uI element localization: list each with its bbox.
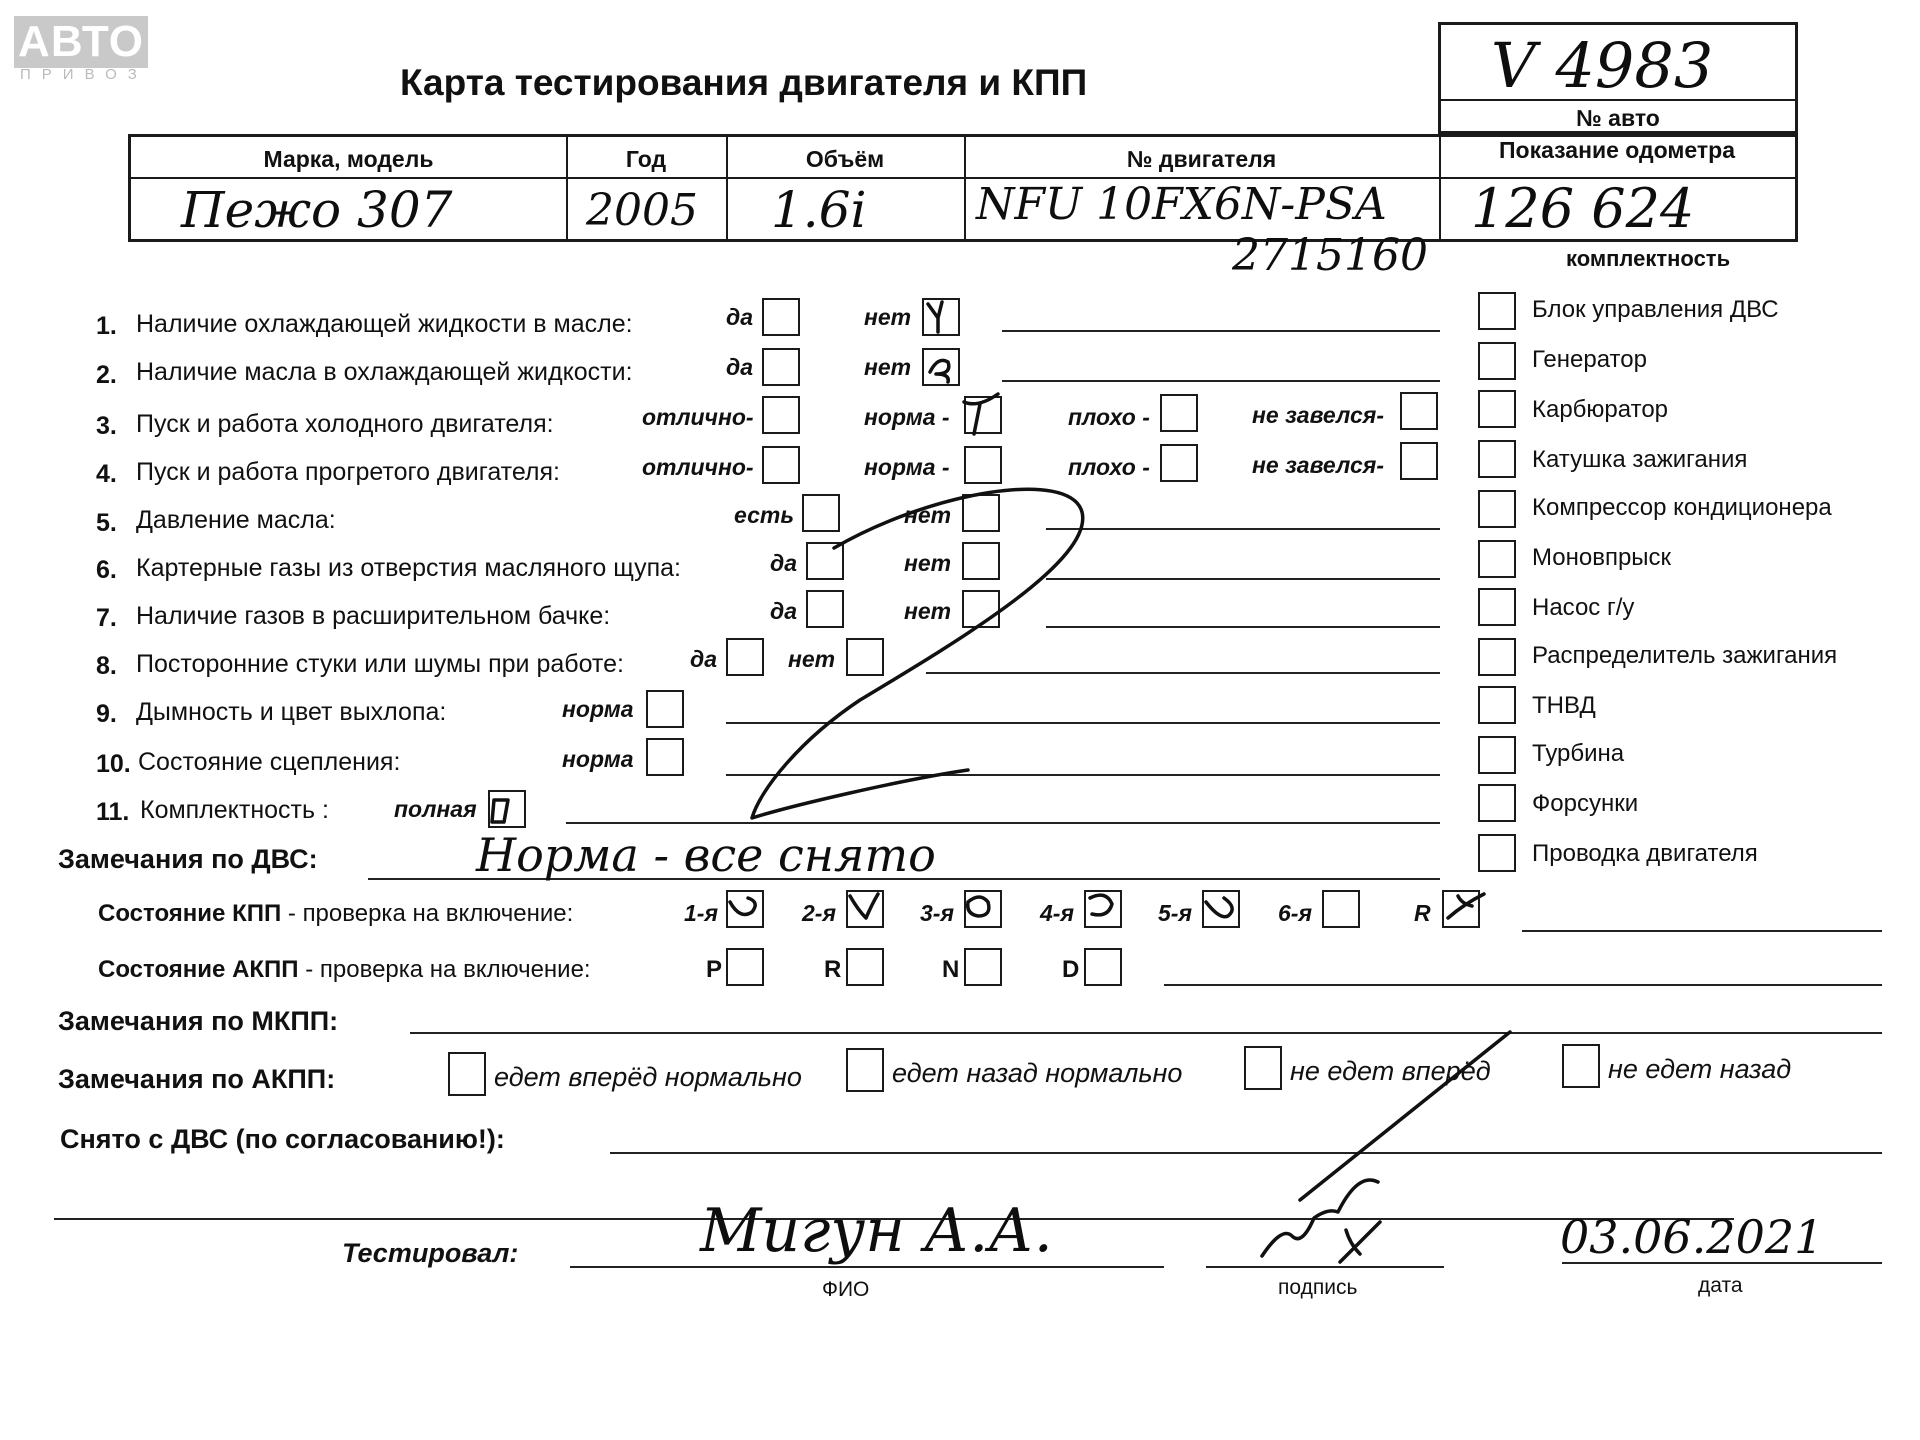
col-header-engine-number: № двигателя xyxy=(1126,146,1277,172)
checkbox-mode-n[interactable] xyxy=(964,948,1002,986)
checkbox-kit-injection-pump[interactable] xyxy=(1478,686,1516,724)
tested-label: Тестировал: xyxy=(342,1238,519,1268)
question-text: Пуск и работа холодного двигателя: xyxy=(136,410,554,438)
checkbox-kit-ac-compressor[interactable] xyxy=(1478,490,1516,528)
value-volume: 1.6i xyxy=(771,181,867,239)
kit-item: Форсунки xyxy=(1532,790,1639,817)
option-label: полная xyxy=(394,796,477,822)
checkbox-mode-p[interactable] xyxy=(726,948,764,986)
gear-label: 5-я xyxy=(1158,900,1192,926)
akpp-option-label: не едет назад xyxy=(1608,1054,1792,1084)
kit-item: Моновпрыск xyxy=(1532,544,1672,571)
question-text: Дымность и цвет выхлопа: xyxy=(136,698,447,726)
option-label: да xyxy=(726,354,754,380)
question-text: Комплектность : xyxy=(140,796,329,824)
gear-label: R xyxy=(1414,900,1431,926)
checkbox-q5-no[interactable] xyxy=(962,494,1000,532)
kit-item: Распределитель зажигания xyxy=(1532,642,1838,669)
checkbox-q8-no[interactable] xyxy=(846,638,884,676)
checkbox-kit-distributor[interactable] xyxy=(1478,638,1516,676)
checkbox-mode-r[interactable] xyxy=(846,948,884,986)
car-number-value: V 4983 xyxy=(1491,29,1714,102)
ice-remarks-label: Замечания по ДВС: xyxy=(58,844,318,874)
kit-item: Блок управления ДВС xyxy=(1532,296,1779,323)
question-number: 4. xyxy=(96,460,117,488)
checkbox-q3-no-start[interactable] xyxy=(1400,392,1438,430)
col-header-year: Год xyxy=(625,146,667,172)
question-text: Наличие газов в расширительном бачке: xyxy=(136,602,611,630)
option-label: не завелся- xyxy=(1252,402,1384,428)
value-year: 2005 xyxy=(586,185,698,236)
question-text: Пуск и работа прогретого двигателя: xyxy=(136,458,560,486)
checkbox-q4-excellent[interactable] xyxy=(762,446,800,484)
option-label: отлично- xyxy=(642,454,754,480)
checkbox-kit-power-steering-pump[interactable] xyxy=(1478,588,1516,626)
checkbox-q10-normal[interactable] xyxy=(646,738,684,776)
checkbox-akpp-no-backward[interactable] xyxy=(1562,1044,1600,1088)
logo: АВТО xyxy=(14,16,148,68)
kit-title: комплектность xyxy=(1566,246,1731,271)
question-text: Наличие масла в охлаждающей жидкости: xyxy=(136,358,633,386)
question-number: 6. xyxy=(96,556,117,584)
option-label: нет xyxy=(788,646,836,672)
checkbox-q6-no[interactable] xyxy=(962,542,1000,580)
value-model: Пежо 307 xyxy=(181,181,453,239)
checkbox-gear-r[interactable] xyxy=(1442,890,1480,928)
checkbox-kit-carburetor[interactable] xyxy=(1478,390,1516,428)
option-label: отлично- xyxy=(642,404,754,430)
question-number: 3. xyxy=(96,412,117,440)
option-label: не завелся- xyxy=(1252,452,1384,478)
kit-item: Насос г/у xyxy=(1532,594,1635,621)
checkbox-q3-normal[interactable] xyxy=(964,396,1002,434)
signature-caption: подпись xyxy=(1278,1276,1358,1299)
checkbox-q1-yes[interactable] xyxy=(762,298,800,336)
question-text: Состояние сцепления: xyxy=(138,748,401,776)
option-label: нет xyxy=(864,304,912,330)
checkbox-kit-injectors[interactable] xyxy=(1478,784,1516,822)
mode-label: P xyxy=(706,956,723,983)
question-number: 11. xyxy=(96,798,130,826)
checkbox-mode-d[interactable] xyxy=(1084,948,1122,986)
checkbox-q4-bad[interactable] xyxy=(1160,444,1198,482)
question-number: 8. xyxy=(96,652,117,680)
option-label: нет xyxy=(904,502,952,528)
checkbox-q7-yes[interactable] xyxy=(806,590,844,628)
checkbox-gear-3[interactable] xyxy=(964,890,1002,928)
name-caption: ФИО xyxy=(822,1278,870,1301)
checkbox-q4-normal[interactable] xyxy=(964,446,1002,484)
checkbox-gear-4[interactable] xyxy=(1084,890,1122,928)
gear-label: 6-я xyxy=(1278,900,1312,926)
option-label: норма xyxy=(562,746,634,772)
mode-label: R xyxy=(824,956,842,983)
removed-label: Снято с ДВС (по согласованию!): xyxy=(60,1124,505,1154)
header-table xyxy=(128,134,1798,242)
checkbox-kit-monoinjection[interactable] xyxy=(1478,540,1516,578)
gear-label: 1-я xyxy=(684,900,718,926)
mkpp-remarks-label: Замечания по МКПП: xyxy=(58,1006,339,1036)
kit-item: Генератор xyxy=(1532,346,1647,373)
ice-remarks-value: Норма - все снято xyxy=(476,828,936,882)
option-label: есть xyxy=(734,502,794,528)
gear-label: 2-я xyxy=(802,900,836,926)
checkbox-akpp-no-forward[interactable] xyxy=(1244,1046,1282,1090)
mode-label: N xyxy=(942,956,960,983)
question-number: 1. xyxy=(96,312,117,340)
tester-name: Мигун А.А. xyxy=(700,1196,1053,1266)
option-label: норма - xyxy=(864,454,950,480)
checkbox-akpp-backward-ok[interactable] xyxy=(846,1048,884,1092)
akpp-option-label: едет назад нормально xyxy=(892,1058,1183,1088)
question-number: 5. xyxy=(96,509,117,537)
checkbox-q9-normal[interactable] xyxy=(646,690,684,728)
mode-label: D xyxy=(1062,956,1080,983)
checkbox-q2-yes[interactable] xyxy=(762,348,800,386)
option-label: да xyxy=(770,550,798,576)
checkbox-q3-bad[interactable] xyxy=(1160,394,1198,432)
question-number: 2. xyxy=(96,361,117,389)
car-number-box xyxy=(1438,22,1798,134)
col-header-volume: Объём xyxy=(805,146,885,172)
kit-item: Карбюратор xyxy=(1532,396,1669,423)
col-header-model: Марка, модель xyxy=(263,146,434,172)
checkbox-q11-full[interactable] xyxy=(488,790,526,828)
akpp-option-label: едет вперёд нормально xyxy=(494,1062,802,1092)
question-number: 9. xyxy=(96,700,117,728)
checkbox-q8-yes[interactable] xyxy=(726,638,764,676)
option-label: да xyxy=(770,598,798,624)
date-caption: дата xyxy=(1698,1274,1743,1297)
checkbox-q2-no[interactable] xyxy=(922,348,960,386)
akpp-option-label: не едет вперёд xyxy=(1290,1056,1491,1086)
checkbox-gear-6[interactable] xyxy=(1322,890,1360,928)
question-number: 10. xyxy=(96,750,131,778)
option-label: нет xyxy=(904,598,952,624)
kit-item: Проводка двигателя xyxy=(1532,840,1758,867)
page-title: Карта тестирования двигателя и КПП xyxy=(400,62,1088,103)
checkbox-kit-ecu[interactable] xyxy=(1478,292,1516,330)
question-text: Картерные газы из отверстия масляного щупа: xyxy=(136,554,681,582)
extra-engine-number: 2715160 xyxy=(1232,230,1428,281)
checkbox-gear-1[interactable] xyxy=(726,890,764,928)
option-label: норма - xyxy=(864,404,950,430)
option-label: нет xyxy=(864,354,912,380)
kit-item: Турбина xyxy=(1532,740,1625,767)
kit-item: Катушка зажигания xyxy=(1532,446,1748,473)
kit-item: Компрессор кондиционера xyxy=(1532,494,1832,521)
car-number-label: № авто xyxy=(1576,105,1660,131)
checkbox-q5-yes[interactable] xyxy=(802,494,840,532)
question-text: Наличие охлаждающей жидкости в масле: xyxy=(136,310,633,338)
option-label: плохо - xyxy=(1068,454,1150,480)
checkbox-q3-excellent[interactable] xyxy=(762,396,800,434)
option-label: норма xyxy=(562,696,634,722)
checkbox-kit-turbo[interactable] xyxy=(1478,736,1516,774)
test-date: 03.06.2021 xyxy=(1560,1210,1824,1264)
checkbox-kit-engine-wiring[interactable] xyxy=(1478,834,1516,872)
auto-gearbox-label: Состояние АКПП - проверка на включение: xyxy=(98,956,591,983)
checkbox-akpp-forward-ok[interactable] xyxy=(448,1052,486,1096)
option-label: нет xyxy=(904,550,952,576)
question-text: Посторонние стуки или шумы при работе: xyxy=(136,650,624,678)
option-label: да xyxy=(690,646,718,672)
checkbox-q6-yes[interactable] xyxy=(806,542,844,580)
value-odometer: 126 624 xyxy=(1471,177,1695,240)
logo-subtitle: ПРИВОЗ xyxy=(20,66,148,83)
question-number: 7. xyxy=(96,604,117,632)
option-label: да xyxy=(726,304,754,330)
manual-gearbox-label: Состояние КПП - проверка на включение: xyxy=(98,900,574,927)
checkbox-q1-no[interactable] xyxy=(922,298,960,336)
kit-item: ТНВД xyxy=(1532,692,1596,719)
gear-label: 3-я xyxy=(920,900,954,926)
akpp-remarks-label: Замечания по АКПП: xyxy=(58,1064,336,1094)
option-label: плохо - xyxy=(1068,404,1150,430)
checkbox-gear-2[interactable] xyxy=(846,890,884,928)
value-engine-number: NFU 10FX6N-PSA xyxy=(976,179,1387,230)
checkbox-kit-generator[interactable] xyxy=(1478,342,1516,380)
checkbox-gear-5[interactable] xyxy=(1202,890,1240,928)
col-header-odometer: Показание одометра xyxy=(1499,137,1735,163)
checkbox-q4-no-start[interactable] xyxy=(1400,442,1438,480)
question-text: Давление масла: xyxy=(136,506,336,534)
gear-label: 4-я xyxy=(1040,900,1074,926)
checkbox-kit-ignition-coil[interactable] xyxy=(1478,440,1516,478)
checkbox-q7-no[interactable] xyxy=(962,590,1000,628)
